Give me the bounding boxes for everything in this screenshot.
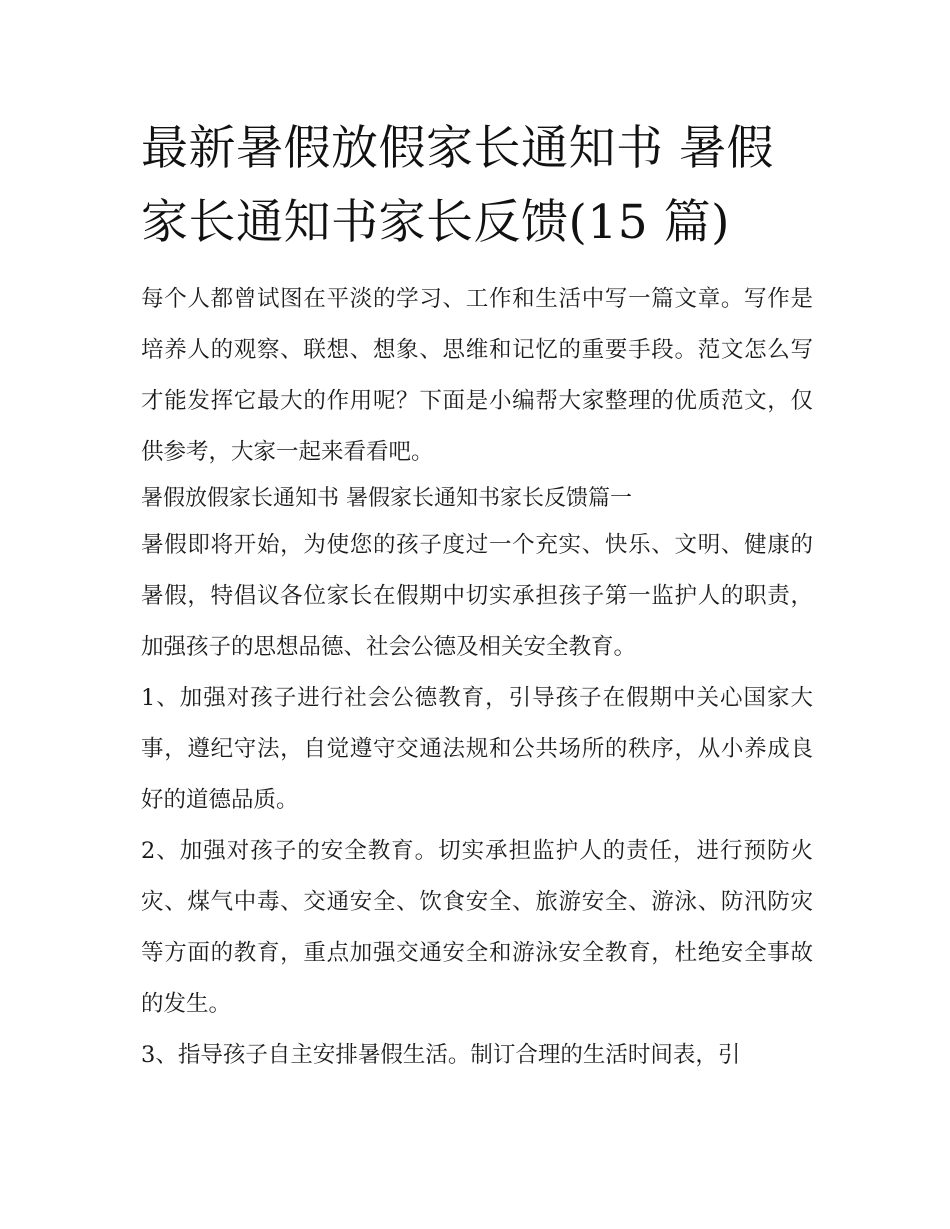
document-page [141,112,813,1081]
document-title [141,112,813,260]
list-item-1: 1、加强对孩子进行社会公德教育，引导孩子在假期中关心国家大事，遵纪守法，自觉遵守交通法规和公共场所的秩序，从小养成良好的道德品质。 [141,685,813,813]
section-heading: 暑假放假家长通知书 暑假家长通知书家长反馈篇一 [141,486,632,511]
intro-paragraph: 每个人都曾试图在平淡的学习、工作和生活中写一篇文章。写作是培养人的观察、联想、想象、思维和记忆的重要手段。范文怎么写才能发挥它最大的作用呢？下面是小编帮大家整理的优质范文，仅供参考，大家一起来看看吧。 [141,286,813,465]
list-item-3: 3、指导孩子自主安排暑假生活。制订合理的生活时间表，引 [141,1042,741,1068]
list-item-2: 2、加强对孩子的安全教育。切实承担监护人的责任，进行预防火灾、煤气中毒、交通安全、饮食安全、旅游安全、游泳、防汛防灾等方面的教育，重点加强交通安全和游泳安全教育，杜绝安全事故的发生。 [141,838,813,1017]
section-paragraph: 暑假即将开始，为使您的孩子度过一个充实、快乐、文明、健康的暑假，特倡议各位家长在假期中切实承担孩子第一监护人的职责，加强孩子的思想品德、社会公德及相关安全教育。 [141,532,813,660]
title-line-2: 家长通知书家长反馈(15 篇) [141,195,730,250]
title-line-1: 最新暑假放假家长通知书 暑假 [141,121,774,176]
